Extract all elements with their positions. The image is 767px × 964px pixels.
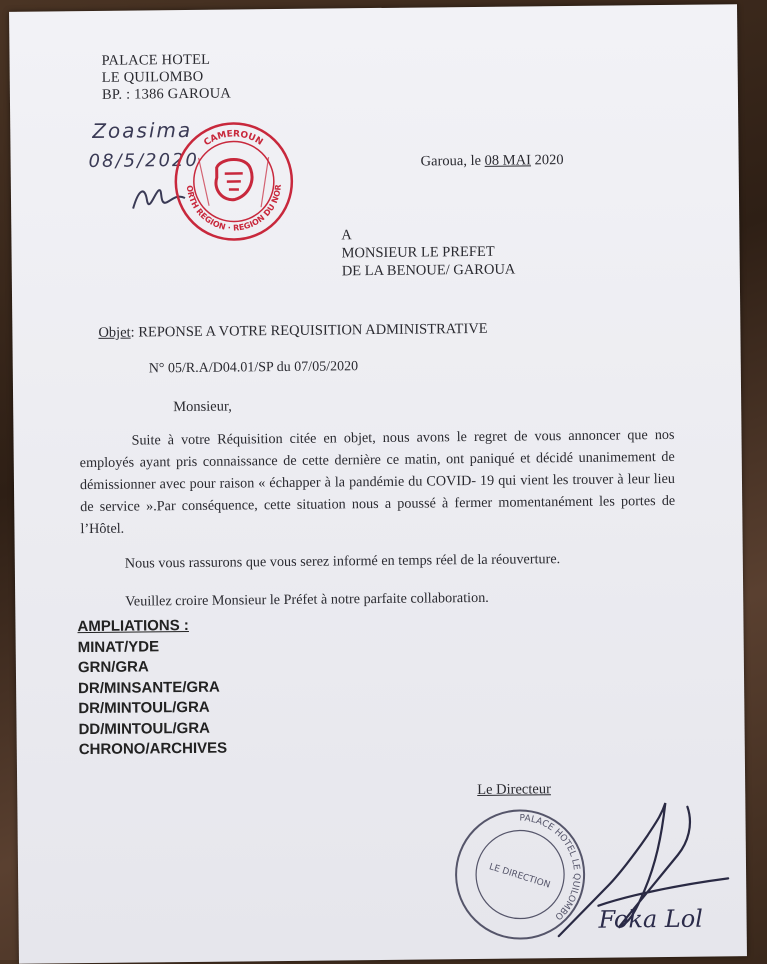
letterhead [101,52,231,104]
signatory-title: Le Directeur [477,781,551,798]
ampliation-item: CHRONO/ARCHIVES [78,739,228,759]
svg-text:NORTH REGION · REGION DU NORD [165,110,284,233]
handwritten-date: 08/5/2020 [88,149,200,173]
svg-text:CAMEROUN [202,129,264,148]
salutation: Monsieur, [173,398,232,416]
ampliation-item: MINAT/YDE [77,637,160,656]
ampliations-title: AMPLIATIONS : [77,616,189,636]
ampliation-item: DR/MINSANTE/GRA [78,678,220,697]
signatory-name: Foka Lol [598,904,704,934]
ampliation-item: DD/MINTOUL/GRA [78,719,211,738]
stamp-top-text: CAMEROUN [202,129,265,149]
letter-page [9,4,747,964]
body-paragraph: Nous vous rassurons que vous serez informé en temps réel de la réouverture. [124,551,561,572]
stamp-center-text: LE DIRECTION [487,862,552,891]
recipient-to: A [341,227,352,244]
date-day-month: 08 MAI [484,152,532,169]
handwritten-name: Zoasima [92,117,193,143]
recipient-line: MONSIEUR LE PREFET [341,243,495,262]
red-official-stamp [164,111,299,246]
subject-line [98,321,487,342]
date-prefix: Garoua, le [420,152,485,170]
stamp-ring-text: PALACE HOTEL LE QUILOMBO [519,813,582,922]
subject-text: : REPONSE A VOTRE REQUISITION ADMINISTRATIVE [130,320,488,341]
letter-date [421,152,564,170]
letterhead-line: PALACE HOTEL [101,51,211,69]
ampliations-list [77,616,227,761]
date-year: 2020 [530,152,564,169]
subject-label: Objet [98,324,131,341]
closing-paragraph: Veuillez croire Monsieur le Préfet à notre parfaite collaboration. [125,589,489,610]
recipient-block [341,225,515,281]
stamp-bottom-text: NORTH REGION · REGION DU NORD [164,111,283,233]
ampliation-item: GRN/GRA [77,658,149,677]
letterhead-line: LE QUILOMBO [101,68,204,86]
subject-reference: N° 05/R.A/D04.01/SP du 07/05/2020 [148,359,359,377]
recipient-line: DE LA BENOUE/ GAROUA [341,261,516,280]
ampliation-item: DR/MINTOUL/GRA [78,698,210,718]
body-paragraph: Suite à votre Réquisition citée en objet, nous avons le regret de vous annoncer que nos employés ayant pris connaissance de cette dernière ce matin, ont paniqué et décidé unanimement de démissionner avec pour raison « échapper à la pandémie du COVID- 19 qui vient les trouver à leur lieu de service ».Par conséquence, cette situation nous a poussé à fermer momentanément les portes de l’Hôtel. [79,426,676,538]
letterhead-line: BP. : 1386 GAROUA [101,85,232,103]
